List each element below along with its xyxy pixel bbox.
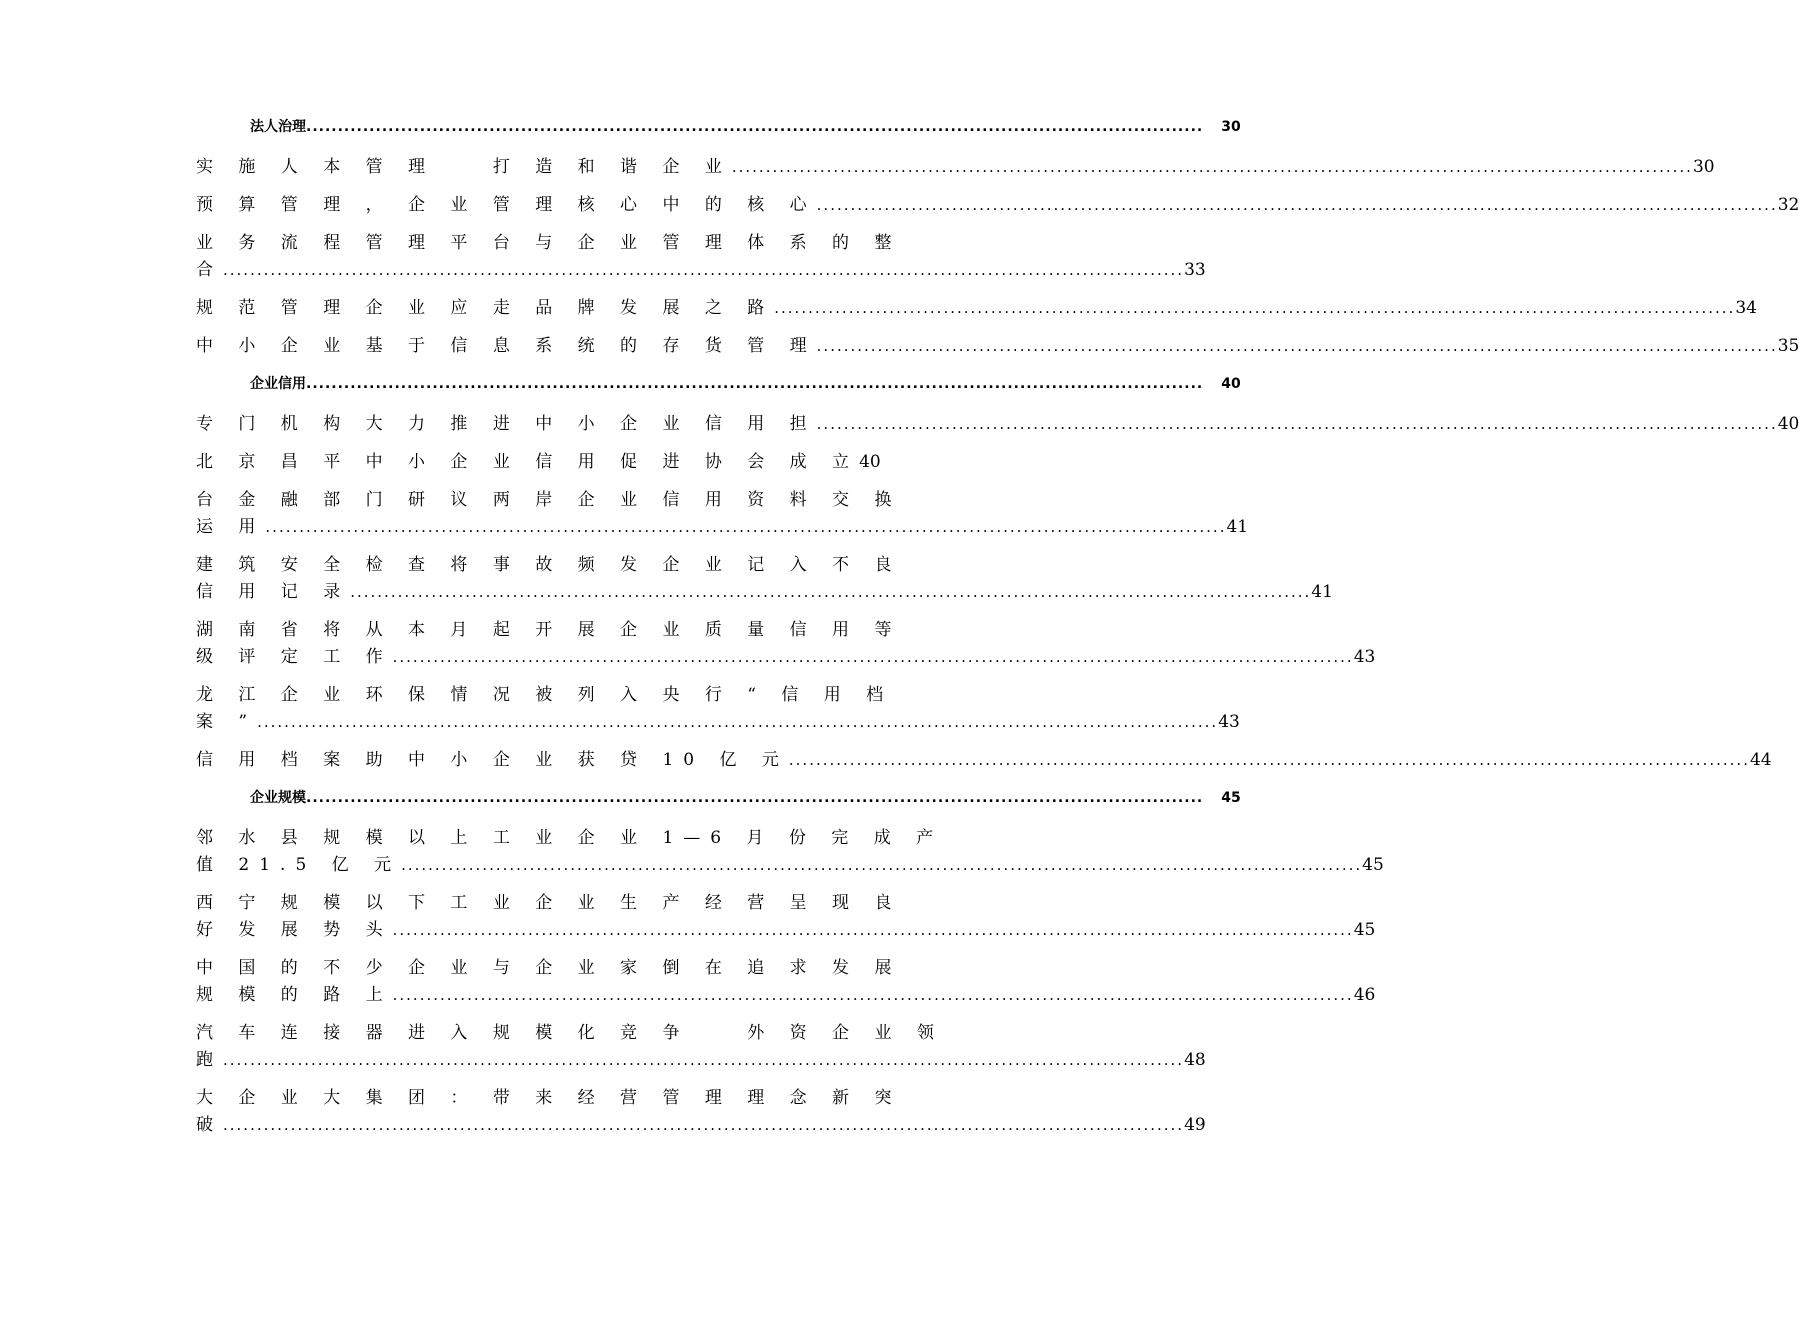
dot-leader: .............................................................................................................................................. [401,856,1363,874]
dot-leader: .............................................................................................................................................. [731,158,1693,176]
entry-title-line: 业 务 流 程 管 理 平 台 与 企 业 管 理 体 系 的 整 [196,233,902,253]
entry-title-text: 破 [196,1115,223,1135]
entry-last-line [196,1045,1206,1072]
toc-entry[interactable] [196,152,1715,179]
page-number: 40 [859,452,881,472]
page-number: 46 [1353,985,1376,1005]
entry-title-text: 预 算 管 理 ， 企 业 管 理 核 心 中 的 核 心 [196,195,817,215]
entry-title-text: 北 京 昌 平 中 小 企 业 信 用 促 进 协 会 成 立 [196,452,860,472]
dot-leader: .............................................................................................................................................. [223,1051,1185,1069]
entry-title-text: 实 施 人 本 管 理 打 造 和 谐 企 业 [196,157,732,177]
toc-entry[interactable] [196,615,1376,669]
page-number: 45 [1353,920,1376,940]
dot-leader: .............................................................................................................................................. [306,376,1204,392]
toc-entry[interactable] [196,1083,1206,1137]
toc-section-heading[interactable] [196,369,1241,405]
page-number: 44 [1749,750,1772,770]
entry-last-line [196,577,1333,604]
entry-title-text: 运 用 [196,517,266,537]
entry-title-text: 专 门 机 构 大 力 推 进 中 小 企 业 信 用 担 [196,414,817,434]
entry-last-line [196,512,1249,539]
table-of-contents [196,112,1799,1148]
page-number: 43 [1353,647,1376,667]
page-number: 34 [1735,298,1757,318]
page-number: 43 [1218,712,1240,732]
page-number: 41 [1311,582,1333,602]
dot-leader: .............................................................................................................................................. [350,583,1312,601]
toc-entry[interactable] [196,745,1772,772]
entry-title-line: 邻 水 县 规 模 以 上 工 业 企 业 1—6 月 份 完 成 产 [196,828,944,848]
entry-last-line [196,255,1206,282]
entry-last-line [196,915,1376,942]
entry-title-text: 案 ” [196,712,258,732]
entry-title-text: 值 21.5 亿 元 [196,855,402,875]
dot-leader: .............................................................................................................................................. [223,261,1185,279]
toc-entry[interactable] [196,293,1757,320]
dot-leader: .............................................................................................................................................. [223,1116,1185,1134]
toc-entry[interactable] [196,550,1333,604]
dot-leader: .............................................................................................................................................. [774,299,1736,317]
dot-leader: .............................................................................................................................................. [392,648,1354,666]
entry-last-line [196,293,1757,320]
dot-leader: .............................................................................................................................................. [306,119,1204,135]
entry-title-text: 中 小 企 业 基 于 信 息 系 统 的 存 货 管 理 [196,336,817,356]
toc-entry[interactable] [196,485,1249,539]
entry-last-line [196,980,1376,1007]
page-number: 48 [1184,1050,1206,1070]
page-number: 30 [1221,119,1241,135]
entry-last-line [196,642,1376,669]
entry-title-line: 建 筑 安 全 检 查 将 事 故 频 发 企 业 记 入 不 良 [196,555,902,575]
toc-entry[interactable] [196,680,1240,734]
entry-last-line [196,850,1384,877]
dot-leader: .............................................................................................................................................. [392,921,1354,939]
entry-title-text: 规 范 管 理 企 业 应 走 品 牌 发 展 之 路 [196,298,775,318]
entry-title-text: 级 评 定 工 作 [196,647,393,667]
entry-title-text: 好 发 展 势 头 [196,920,393,940]
entry-title-text: 信 用 档 案 助 中 小 企 业 获 贷 10 亿 元 [196,750,789,770]
toc-entry[interactable] [196,1018,1206,1072]
toc-entry[interactable] [196,190,1799,217]
page-number: 45 [1362,855,1384,875]
dot-leader: .............................................................................................................................................. [788,751,1750,769]
toc-entry[interactable] [196,447,881,474]
entry-title-line: 汽 车 连 接 器 进 入 规 模 化 竞 争 外 资 企 业 领 [196,1023,944,1043]
page-number: 33 [1184,260,1206,280]
entry-title-text: 跑 [196,1050,223,1070]
toc-entry[interactable] [196,823,1384,877]
entry-title-line: 台 金 融 部 门 研 议 两 岸 企 业 信 用 资 料 交 换 [196,490,902,510]
entry-last-line [196,707,1240,734]
page-number: 35 [1777,336,1799,356]
entry-last-line [196,152,1715,179]
entry-title-text: 合 [196,260,223,280]
toc-entry[interactable] [196,331,1799,358]
dot-leader: .............................................................................................................................................. [265,518,1227,536]
section-title: 法人治理 [250,119,306,135]
page-number: 41 [1226,517,1249,537]
page-number: 40 [1777,414,1799,434]
toc-section-heading[interactable] [196,783,1241,819]
entry-title-line: 湖 南 省 将 从 本 月 起 开 展 企 业 质 量 信 用 等 [196,620,902,640]
dot-leader: .............................................................................................................................................. [816,337,1778,355]
page-number: 30 [1692,157,1715,177]
entry-last-line [196,1110,1206,1137]
entry-last-line [196,331,1799,358]
toc-entry[interactable] [196,409,1799,436]
entry-last-line [196,447,881,474]
toc-entry[interactable] [196,888,1376,942]
toc-section-heading[interactable] [196,112,1241,148]
entry-title-line: 大 企 业 大 集 团 ： 带 来 经 营 管 理 理 念 新 突 [196,1088,902,1108]
entry-last-line [196,409,1799,436]
section-title: 企业信用 [250,376,306,392]
section-title: 企业规模 [250,790,306,806]
page-number: 32 [1777,195,1799,215]
entry-title-text: 规 模 的 路 上 [196,985,393,1005]
dot-leader: .............................................................................................................................................. [816,415,1778,433]
toc-entry[interactable] [196,228,1206,282]
entry-last-line [196,190,1799,217]
dot-leader: .............................................................................................................................................. [816,196,1778,214]
page-number: 40 [1221,376,1241,392]
entry-title-line: 西 宁 规 模 以 下 工 业 企 业 生 产 经 营 呈 现 良 [196,893,902,913]
entry-title-line: 龙 江 企 业 环 保 情 况 被 列 入 央 行 “ 信 用 档 [196,685,894,705]
dot-leader: .............................................................................................................................................. [392,986,1354,1004]
entry-title-text: 信 用 记 录 [196,582,351,602]
entry-last-line [196,745,1772,772]
page-number: 45 [1221,790,1241,806]
entry-title-line: 中 国 的 不 少 企 业 与 企 业 家 倒 在 追 求 发 展 [196,958,902,978]
toc-entry[interactable] [196,953,1376,1007]
dot-leader: .............................................................................................................................................. [306,790,1204,806]
page-number: 49 [1184,1115,1206,1135]
dot-leader: .............................................................................................................................................. [257,713,1219,731]
